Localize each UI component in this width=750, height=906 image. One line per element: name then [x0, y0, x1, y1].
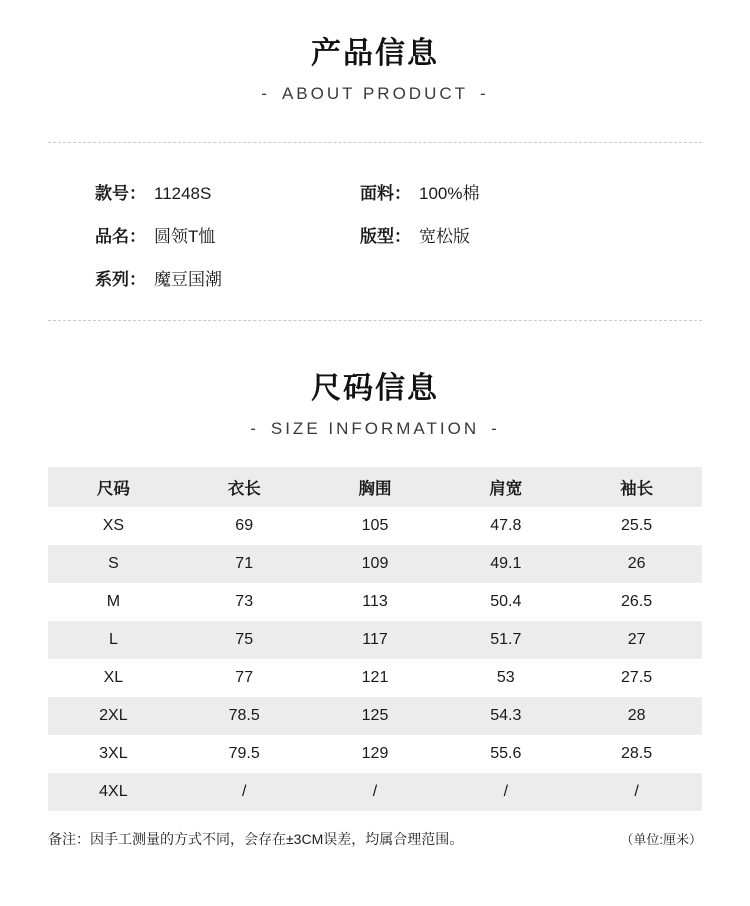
cell-sleeve: 26 — [627, 555, 646, 572]
top-spacer — [0, 0, 750, 28]
size-info-heading — [0, 363, 750, 439]
cell-sleeve: 28.5 — [621, 745, 653, 762]
field-label: 系列： — [95, 270, 146, 289]
field-label: 品名： — [95, 227, 146, 246]
cell-sleeve: / — [634, 783, 639, 800]
product-info-grid — [95, 179, 655, 290]
cell-shoulder: / — [503, 783, 509, 800]
size-table — [48, 467, 702, 811]
cell-size: 3XL — [99, 745, 128, 762]
cell-bust: 117 — [362, 631, 388, 648]
cell-sleeve: 27 — [627, 631, 646, 648]
cell-size: S — [108, 555, 119, 572]
size-info-subtitle-text: SIZE INFORMATION — [270, 419, 480, 438]
table-row — [48, 583, 702, 621]
table-header-row — [48, 467, 702, 507]
size-info-subtitle — [0, 419, 750, 439]
cell-sleeve: 26.5 — [621, 593, 653, 610]
field-value: 100%棉 — [419, 184, 480, 203]
size-table-body — [48, 507, 702, 811]
product-info-field — [95, 179, 360, 204]
column-header: 肩宽 — [440, 467, 571, 507]
field-label: 款号： — [95, 184, 146, 203]
product-info-field — [95, 222, 360, 247]
footnote-text: 备注：因手工测量的方式不同，会存在±3CM误差，均属合理范围。 — [48, 831, 464, 847]
field-value: 宽松版 — [419, 227, 470, 246]
cell-sleeve: 25.5 — [621, 517, 653, 534]
table-row — [48, 545, 702, 583]
subtitle-dash-right: - — [491, 419, 500, 438]
cell-length: / — [241, 783, 247, 800]
cell-bust: 125 — [361, 707, 389, 724]
cell-length: 79.5 — [228, 745, 260, 762]
product-info-block — [0, 143, 750, 320]
cell-bust: 121 — [361, 669, 389, 686]
subtitle-dash-left: - — [261, 84, 270, 103]
product-info-field — [95, 265, 360, 290]
product-info-field-empty — [360, 265, 655, 290]
field-value: 魔豆国潮 — [154, 270, 222, 289]
cell-bust: 129 — [361, 745, 389, 762]
cell-length: 73 — [235, 593, 254, 610]
column-header: 袖长 — [571, 467, 702, 507]
product-info-field — [360, 179, 655, 204]
subtitle-dash-left: - — [250, 419, 259, 438]
cell-shoulder: 49.1 — [490, 555, 522, 572]
table-row — [48, 773, 702, 811]
cell-shoulder: 50.4 — [490, 593, 522, 610]
cell-size: XL — [103, 669, 124, 686]
cell-length: 78.5 — [228, 707, 260, 724]
cell-shoulder: 55.6 — [490, 745, 522, 762]
cell-length: 69 — [235, 517, 254, 534]
cell-shoulder: 53 — [496, 669, 515, 686]
spacer-after-product-heading — [0, 104, 750, 142]
cell-bust: 113 — [362, 593, 388, 610]
cell-size: 2XL — [99, 707, 128, 724]
size-table-wrapper — [48, 467, 702, 811]
cell-bust: / — [372, 783, 378, 800]
cell-length: 75 — [235, 631, 254, 648]
table-row — [48, 659, 702, 697]
subtitle-dash-right: - — [480, 84, 489, 103]
cell-bust: 105 — [361, 517, 389, 534]
spacer-before-size-heading — [0, 321, 750, 363]
table-row — [48, 621, 702, 659]
footnote-unit: （单位:厘米） — [620, 832, 702, 847]
cell-length: 77 — [235, 669, 254, 686]
cell-length: 71 — [235, 555, 254, 572]
cell-size: XS — [102, 517, 125, 534]
product-info-field — [360, 222, 655, 247]
table-row — [48, 697, 702, 735]
table-row — [48, 507, 702, 545]
table-row — [48, 735, 702, 773]
cell-shoulder: 54.3 — [490, 707, 522, 724]
size-info-title: 尺码信息 — [311, 372, 439, 405]
column-header: 衣长 — [179, 467, 310, 507]
size-table-head — [48, 467, 702, 507]
table-footnote — [48, 829, 702, 849]
cell-bust: 109 — [361, 555, 389, 572]
cell-shoulder: 51.7 — [490, 631, 522, 648]
field-label: 版型： — [360, 227, 411, 246]
cell-size: M — [106, 593, 121, 610]
product-info-subtitle — [0, 84, 750, 104]
field-value: 圆领T恤 — [154, 227, 216, 246]
spacer-before-table — [0, 439, 750, 467]
field-value: 11248S — [154, 184, 212, 203]
field-label: 面料： — [360, 184, 411, 203]
cell-sleeve: 28 — [627, 707, 646, 724]
column-header: 尺码 — [48, 467, 179, 507]
cell-shoulder: 47.8 — [490, 517, 522, 534]
product-info-subtitle-text: ABOUT PRODUCT — [281, 84, 469, 103]
cell-sleeve: 27.5 — [621, 669, 653, 686]
product-info-heading — [0, 28, 750, 104]
cell-size: L — [108, 631, 118, 648]
cell-size: 4XL — [99, 783, 128, 800]
column-header: 胸围 — [310, 467, 441, 507]
product-info-title: 产品信息 — [311, 37, 439, 70]
